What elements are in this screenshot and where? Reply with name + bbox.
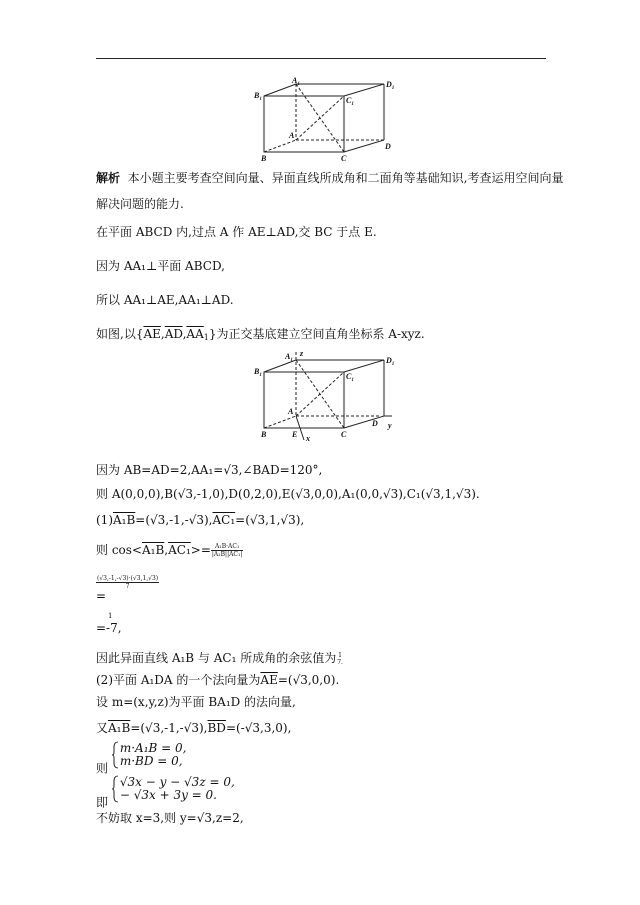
fig1-label-B1: B bbox=[254, 91, 260, 100]
part2-line2: 设 m=(x,y,z)为平面 BA₁D 的法向量, bbox=[96, 695, 296, 709]
system1-line: 则 m·A₁B = 0, m·BD = 0, bbox=[96, 741, 187, 776]
result-numerator: 1 bbox=[108, 612, 113, 620]
given-line: 因为 AB=AD=2,AA₁=√3,∠BAD=120°, bbox=[96, 463, 323, 477]
svg-text:A1: $A_1$ bbox=[292, 76, 300, 87]
solution-intro-line2: 解决问题的能力. bbox=[96, 197, 184, 211]
part2-line3: 又$A_1B=(√3,-1,-√3),\overline{BD}=(-√3,3,0)$, bbox=[96, 721, 292, 735]
conclusion-fraction: 1 7. bbox=[337, 651, 343, 666]
because-line: 因为 AA₁⊥平面 ABCD, bbox=[96, 259, 225, 273]
svg-text:D1: $D_1$ bbox=[386, 356, 395, 367]
basis-line: 如图,以$\{\overline{AE},\overline{AD},\overline{AA}_1\}$为正交基底建立空间直角坐标系 A-xyz. bbox=[96, 327, 425, 342]
svg-text:B1: $B_1$ bbox=[254, 367, 262, 378]
fig2-label-B: B bbox=[261, 430, 267, 439]
svg-text:C1: $C_1$ bbox=[346, 372, 354, 383]
figure-prism-2 bbox=[252, 349, 395, 443]
coords-line: 则 A(0,0,0),B(√3,-1,0),D(0,2,0),E(√3,0,0),A₁(0,0,√3),C₁(√3,1,√3). bbox=[96, 487, 480, 501]
fig2-label-D: D bbox=[372, 419, 378, 428]
svg-text:D1: $D_1$ bbox=[386, 80, 395, 91]
calc-eq: = bbox=[96, 589, 107, 603]
fig2-axis-z: z bbox=[300, 349, 304, 358]
fig2-axis-y: y bbox=[388, 421, 392, 430]
fig2-label-E: E bbox=[292, 430, 298, 439]
fig1-label-D1: D bbox=[386, 80, 392, 89]
fig2-axis-x: x bbox=[306, 434, 310, 443]
system1: m·A₁B = 0, m·BD = 0, bbox=[112, 742, 187, 768]
fig1-label-B: B bbox=[261, 154, 267, 163]
fig2-label-C: C bbox=[341, 430, 347, 439]
fig2-label-B1: B bbox=[254, 367, 260, 376]
fig1-label-D: D bbox=[385, 142, 391, 151]
svg-text:B1: $B_1$ bbox=[254, 91, 262, 102]
part1-vectors-line: (1)A₁B=(√3,-1,-√3),AC₁=(√3,1,√3), bbox=[96, 513, 305, 527]
system2-line: 即 √3x − y − √3z = 0, − √3x + 3y = 0. bbox=[96, 775, 235, 810]
figure-prism-1 bbox=[252, 76, 395, 163]
cos-fraction: $\frac{\text{A₁B·AC₁}}{\text{|A₁B||AC₁|}}$ bbox=[211, 543, 243, 558]
fig1-label-A1: A bbox=[292, 76, 298, 85]
jiexi-label: 解析 bbox=[96, 171, 121, 185]
so-line: 所以 AA₁⊥AE,AA₁⊥AD. bbox=[96, 293, 234, 307]
fig2-label-D1: D bbox=[386, 356, 392, 365]
system2: √3x − y − √3z = 0, − √3x + 3y = 0. bbox=[112, 776, 235, 802]
svg-text:A1: $A_1$ bbox=[285, 352, 293, 363]
fig1-label-A: A bbox=[289, 131, 295, 140]
calc-fraction: $\frac{(√3,-1,-√3)\cdot(√3,1,√3)}{7}$ bbox=[97, 575, 159, 590]
cos-line: 则 cos<A₁B,AC₁>= $\frac{\text{A₁B·AC₁}}{\text{|A₁B||AC₁|}}$ bbox=[96, 543, 243, 558]
part2-line1: (2)平面 A₁DA 的一个法向量为$\overline{AE}=(√3,0,0)$. bbox=[96, 673, 340, 687]
fig1-label-C: C bbox=[341, 154, 347, 163]
svg-text:C1: $C_1$ bbox=[346, 96, 354, 107]
header-rule bbox=[96, 58, 546, 59]
conclusion-line: 因此异面直线 A₁B 与 AC₁ 所成角的余弦值为 1 7. bbox=[96, 651, 343, 666]
solution-intro-line1: 解析 本小题主要考查空间向量、异面直线所成角和二面角等基础知识,考查运用空间向量 bbox=[96, 171, 564, 185]
fig2-label-C1: C bbox=[346, 372, 352, 381]
construct-line: 在平面 ABCD 内,过点 A 作 AE⊥AD,交 BC 于点 E. bbox=[96, 225, 377, 239]
fig2-label-A1: A bbox=[285, 352, 291, 361]
last-line: 不妨取 x=3,则 y=√3,z=2, bbox=[96, 811, 244, 825]
result-line: =-7, bbox=[96, 621, 122, 635]
fig2-label-A: A bbox=[288, 407, 294, 416]
fig1-label-C1: C bbox=[346, 96, 352, 105]
